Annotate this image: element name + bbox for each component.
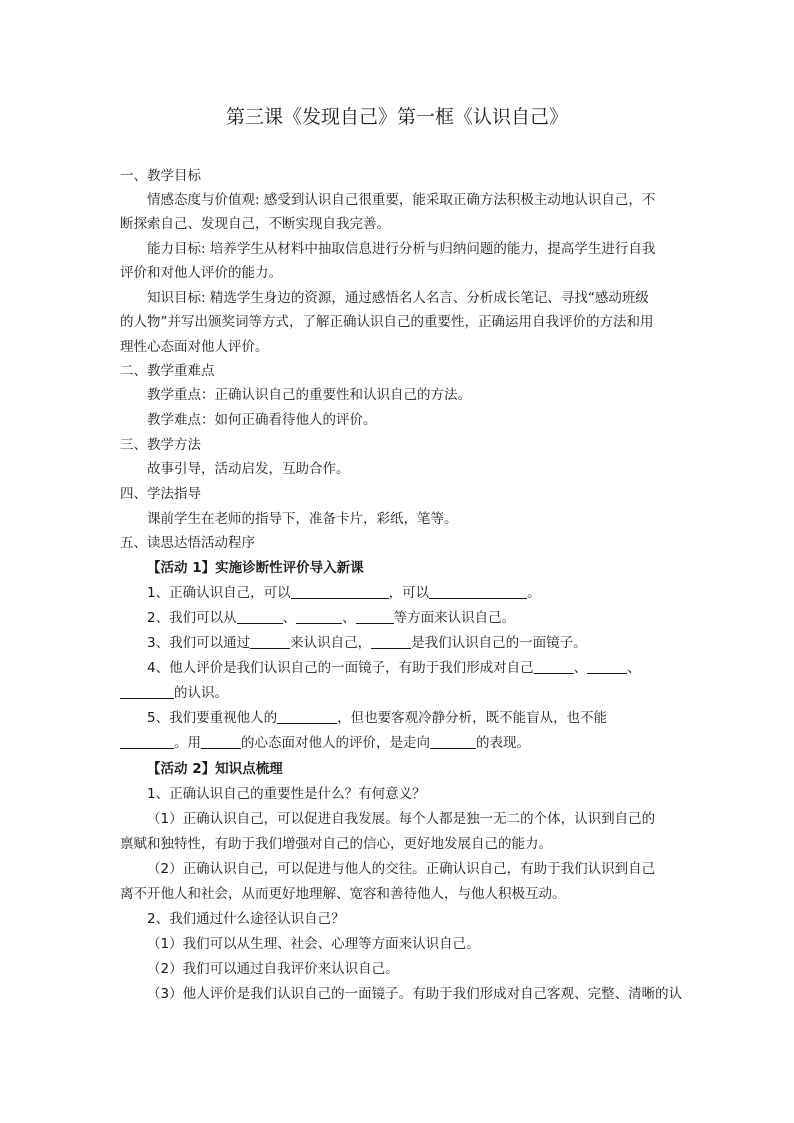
section-heading-activities: 五、读思达悟活动程序: [120, 535, 255, 551]
paragraph-line: （2）正确认识自己，可以促进与他人的交往。正确认识自己，有助于我们认识到自己: [147, 861, 656, 877]
paragraph-line: 的人物”并写出颁奖词等方式，了解正确认识自己的重要性，正确运用自我评价的方法和用: [120, 314, 654, 330]
document-title: 第三课《发现自己》第一框《认识自己》: [225, 106, 568, 128]
paragraph-line: 能力目标: 培养学生从材料中抽取信息进行分析与归纳问题的能力，提高学生进行自我: [147, 241, 656, 257]
question-line: 2、我们通过什么途径认识自己？: [147, 911, 345, 927]
fill-blank-line: 。用 的心态面对他人的评价，是走向 的表现。: [120, 734, 530, 752]
fill-blank-line: 的认识。: [120, 684, 228, 702]
paragraph-line: 断探索自己、发现自己，不断实现自我完善。: [120, 216, 390, 232]
paragraph-line: 知识目标: 精选学生身边的资源，通过感悟名人名言、分析成长笔记、寻找“感动班级: [147, 290, 649, 306]
fill-blank-line: 5、我们要重视他人的 ，但也要客观冷静分析，既不能盲从，也不能: [147, 710, 608, 726]
paragraph-line: 课前学生在老师的指导下，准备卡片，彩纸，笔等。: [147, 511, 458, 527]
fill-blank-line: 1、正确认识自己，可以 ，可以 。: [147, 585, 541, 601]
activity-1-heading: 【活动 1】实施诊断性评价导入新课: [147, 560, 364, 576]
section-heading-key-points: 二、教学重难点: [120, 363, 215, 379]
paragraph-line: 教学重点：正确认识自己的重要性和认识自己的方法。: [147, 387, 471, 403]
paragraph-line: 禀赋和独特性，有助于我们增强对自己的信心，更好地发展自己的能力。: [120, 836, 552, 852]
section-heading-methods: 三、教学方法: [120, 437, 201, 453]
paragraph-line: 理性心态面对他人评价。: [120, 339, 269, 355]
paragraph-line: （3）他人评价是我们认识自己的一面镜子。有助于我们形成对自己客观、完整、清晰的认: [147, 986, 683, 1002]
fill-blank-line: 4、他人评价是我们认识自己的一面镜子，有助于我们形成对自己 、 、: [147, 660, 641, 676]
question-line: 1、正确认识自己的重要性是什么？有何意义？: [147, 786, 426, 802]
activity-2-heading: 【活动 2】知识点梳理: [147, 761, 283, 777]
paragraph-line: （1）我们可以从生理、社会、心理等方面来认识自己。: [147, 936, 480, 952]
fill-blank-line: 2、我们可以从 、 、 等方面来认识自己。: [147, 610, 516, 626]
paragraph-line: 教学难点：如何正确看待他人的评价。: [147, 412, 377, 428]
section-heading-study-guide: 四、学法指导: [120, 486, 201, 502]
section-heading-goals: 一、教学目标: [120, 168, 201, 184]
paragraph-line: （1）正确认识自己，可以促进自我发展。每个人都是独一无二的个体，认识到自己的: [147, 811, 656, 827]
paragraph-line: 评价和对他人评价的能力。: [120, 265, 282, 281]
paragraph-line: 离不开他人和社会，从而更好地理解、宽容和善待他人，与他人积极互动。: [120, 886, 566, 902]
paragraph-line: （2）我们可以通过自我评价来认识自己。: [147, 961, 399, 977]
paragraph-line: 情感态度与价值观: 感受到认识自己很重要，能采取正确方法积极主动地认识自己，不: [147, 192, 656, 208]
paragraph-line: 故事引导，活动启发，互助合作。: [147, 461, 350, 477]
fill-blank-line: 3、我们可以通过 来认识自己， 是我们认识自己的一面镜子。: [147, 635, 587, 651]
